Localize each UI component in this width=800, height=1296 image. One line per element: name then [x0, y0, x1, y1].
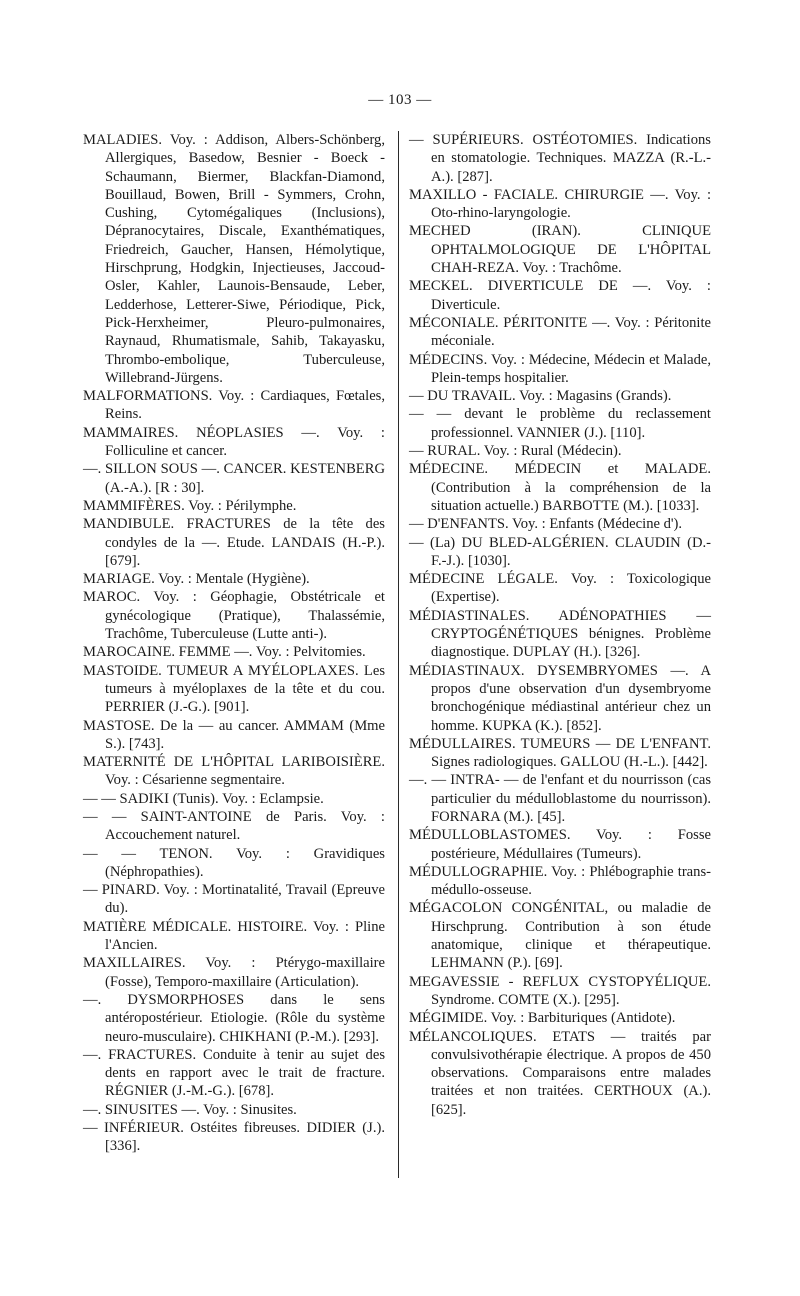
left-column	[83, 131, 385, 1156]
index-entry: — — SADIKI (Tunis). Voy. : Eclampsie.	[83, 790, 324, 807]
index-entry: — RURAL. Voy. : Rural (Médecin).	[409, 443, 622, 460]
index-entry: MASTOIDE. TUMEUR A MYÉLOPLAXES. Les tumeurs à myéloplaxes de la tête et du cou. PERRIER (J.-G.). [901].	[83, 662, 385, 716]
index-entry: —. SINUSITES —. Voy. : Sinusites.	[83, 1101, 297, 1118]
index-entry: — (La) DU BLED-ALGÉRIEN. CLAUDIN (D.-F.-J.). [1030].	[409, 534, 711, 569]
index-entry: —. FRACTURES. Conduite à tenir au sujet des dents en rapport avec le trait de fracture. RÉGNIER (J.-M.-G.). [678].	[83, 1046, 385, 1100]
index-entry: MAMMIFÈRES. Voy. : Périlymphe.	[83, 497, 297, 514]
index-entry: — SUPÉRIEURS. OSTÉOTOMIES. Indications en stomatologie. Techniques. MAZZA (R.-L.-A.). [287].	[409, 132, 711, 185]
page-number: — 103 —	[368, 92, 432, 108]
index-entry: MÉDIASTINALES. ADÉNOPATHIES — CRYPTOGÉNÉTIQUES bénignes. Problème diagnostique. DUPLAY (H.). [326].	[409, 607, 711, 661]
index-entry: MALFORMATIONS. Voy. : Cardiaques, Fœtales, Reins.	[83, 388, 385, 423]
index-entry: MASTOSE. De la — au cancer. AMMAM (Mme S.). [743].	[83, 717, 385, 752]
index-entry: — DU TRAVAIL. Voy. : Magasins (Grands).	[409, 388, 672, 405]
index-entry: MÉDULLOGRAPHIE. Voy. : Phlébographie trans-médullo-osseuse.	[409, 863, 711, 899]
right-column	[409, 131, 711, 1119]
index-entry: MALADIES. Voy. : Addison, Albers-Schönberg, Allergiques, Basedow, Besnier - Boeck - Schaumann, Biermer, Blackfan-Diamond, Bouillaud, Bowen, Brill - Symmers, Crohn, Cushing, Cytomégaliques (Inclusions), Dépranocytaires, Discale, Exanthématiques, Friedreich, Gaucher, Hansen, Hémolytique, Hirschprung, Hodgkin, Injectieuses, Jaccoud-Osler, Kahler, Launois-Bensaude, Leber, Ledderhose, Letterer-Siwe, Périodique, Pick, Pick-Herxheimer, Pleuro-pulmonaires, Raynaud, Rhumatismale, Sahib, Takayasku, Thrombo-embolique, Tuberculeuse, Willebrand-Jürgens.	[83, 132, 385, 386]
index-entry: MÉGACOLON CONGÉNITAL, ou maladie de Hirschprung. Contribution à son étude anatomique, clinique et thérapeutique. LEHMANN (P.). [69].	[409, 900, 711, 972]
index-entry: MECKEL. DIVERTICULE DE —. Voy. : Diverticule.	[409, 278, 711, 313]
index-entry: MÉDULLOBLASTOMES. Voy. : Fosse postérieure, Médullaires (Tumeurs).	[409, 827, 711, 862]
index-entry: MECHED (IRAN). CLINIQUE OPHTALMOLOGIQUE DE L'HÔPITAL CHAH-REZA. Voy. : Trachôme.	[409, 223, 711, 277]
index-entry: MÉLANCOLIQUES. ETATS — traités par convulsivothérapie électrique. A propos de 450 observations. Comparaisons entre malades traitées et non traitées. CERTHOUX (A.). [625].	[409, 1028, 711, 1118]
index-entry: MATERNITÉ DE L'HÔPITAL LARIBOISIÈRE. Voy. : Césarienne segmentaire.	[83, 754, 385, 789]
index-entry: MÉDECINE. MÉDECIN et MALADE. (Contribution à la compréhension de la situation actuelle.) BARBOTTE (M.). [1033].	[409, 461, 711, 514]
index-entry: — — devant le problème du reclassement professionnel. VANNIER (J.). [110].	[409, 406, 711, 441]
index-entry: MÉGIMIDE. Voy. : Barbituriques (Antidote).	[409, 1010, 676, 1027]
index-entry: — — SAINT-ANTOINE de Paris. Voy. : Accouchement naturel.	[83, 808, 385, 844]
index-entry: MEGAVESSIE - REFLUX CYSTOPYÉLIQUE. Syndrome. COMTE (X.). [295].	[409, 973, 711, 1008]
index-entry: MARIAGE. Voy. : Mentale (Hygiène).	[83, 571, 310, 588]
index-entry: —. — INTRA- — de l'enfant et du nourrisson (cas particulier du médulloblastome du nourrisson). FORNARA (M.). [45].	[409, 772, 711, 825]
index-entry: MÉCONIALE. PÉRITONITE —. Voy. : Péritonite méconiale.	[409, 314, 711, 350]
index-entry: MÉDECINS. Voy. : Médecine, Médecin et Malade, Plein-temps hospitalier.	[409, 351, 711, 386]
index-entry: —. DYSMORPHOSES dans le sens antéropostérieur. Etiologie. (Rôle du système neuro-musculaire). CHIKHANI (P.-M.). [293].	[83, 991, 385, 1045]
index-entry: MÉDECINE LÉGALE. Voy. : Toxicologique (Expertise).	[409, 571, 711, 606]
index-entry: MATIÈRE MÉDICALE. HISTOIRE. Voy. : Pline l'Ancien.	[83, 918, 385, 954]
index-entry: —. SILLON SOUS —. CANCER. KESTENBERG (A.-A.). [R : 30].	[83, 461, 385, 496]
index-entry: MÉDIASTINAUX. DYSEMBRYOMES —. A propos d'une observation d'un dysembryome bronchogénique médiastinal antérieur chez un homme. KUPKA (K.). [852].	[409, 662, 711, 734]
index-entry: MAROC. Voy. : Géophagie, Obstétricale et gynécologique (Pratique), Thalassémie, Trachôme, Tuberculeuse (Lutte anti-).	[83, 589, 385, 643]
index-entry: — PINARD. Voy. : Mortinatalité, Travail (Epreuve du).	[83, 882, 385, 917]
index-entry: MAXILLAIRES. Voy. : Ptérygo-maxillaire (Fosse), Temporo-maxillaire (Articulation).	[83, 955, 385, 990]
index-entry: MÉDULLAIRES. TUMEURS — DE L'ENFANT. Signes radiologiques. GALLOU (H.-L.). [442].	[409, 735, 711, 771]
index-entry: — — TENON. Voy. : Gravidiques (Néphropathies).	[83, 845, 385, 880]
index-entry: MAROCAINE. FEMME —. Voy. : Pelvitomies.	[83, 644, 366, 661]
index-entry: — INFÉRIEUR. Ostéites fibreuses. DIDIER (J.). [336].	[83, 1120, 385, 1155]
index-entry: MAXILLO - FACIALE. CHIRURGIE —. Voy. : Oto-rhino-laryngologie.	[409, 186, 711, 222]
index-entry: MANDIBULE. FRACTURES de la tête des condyles de la —. Etude. LANDAIS (H.-P.). [679].	[83, 516, 385, 569]
column-divider	[398, 131, 399, 1178]
index-entry: MAMMAIRES. NÉOPLASIES —. Voy. : Folliculine et cancer.	[83, 424, 385, 460]
index-entry: — D'ENFANTS. Voy. : Enfants (Médecine d').	[409, 516, 683, 533]
